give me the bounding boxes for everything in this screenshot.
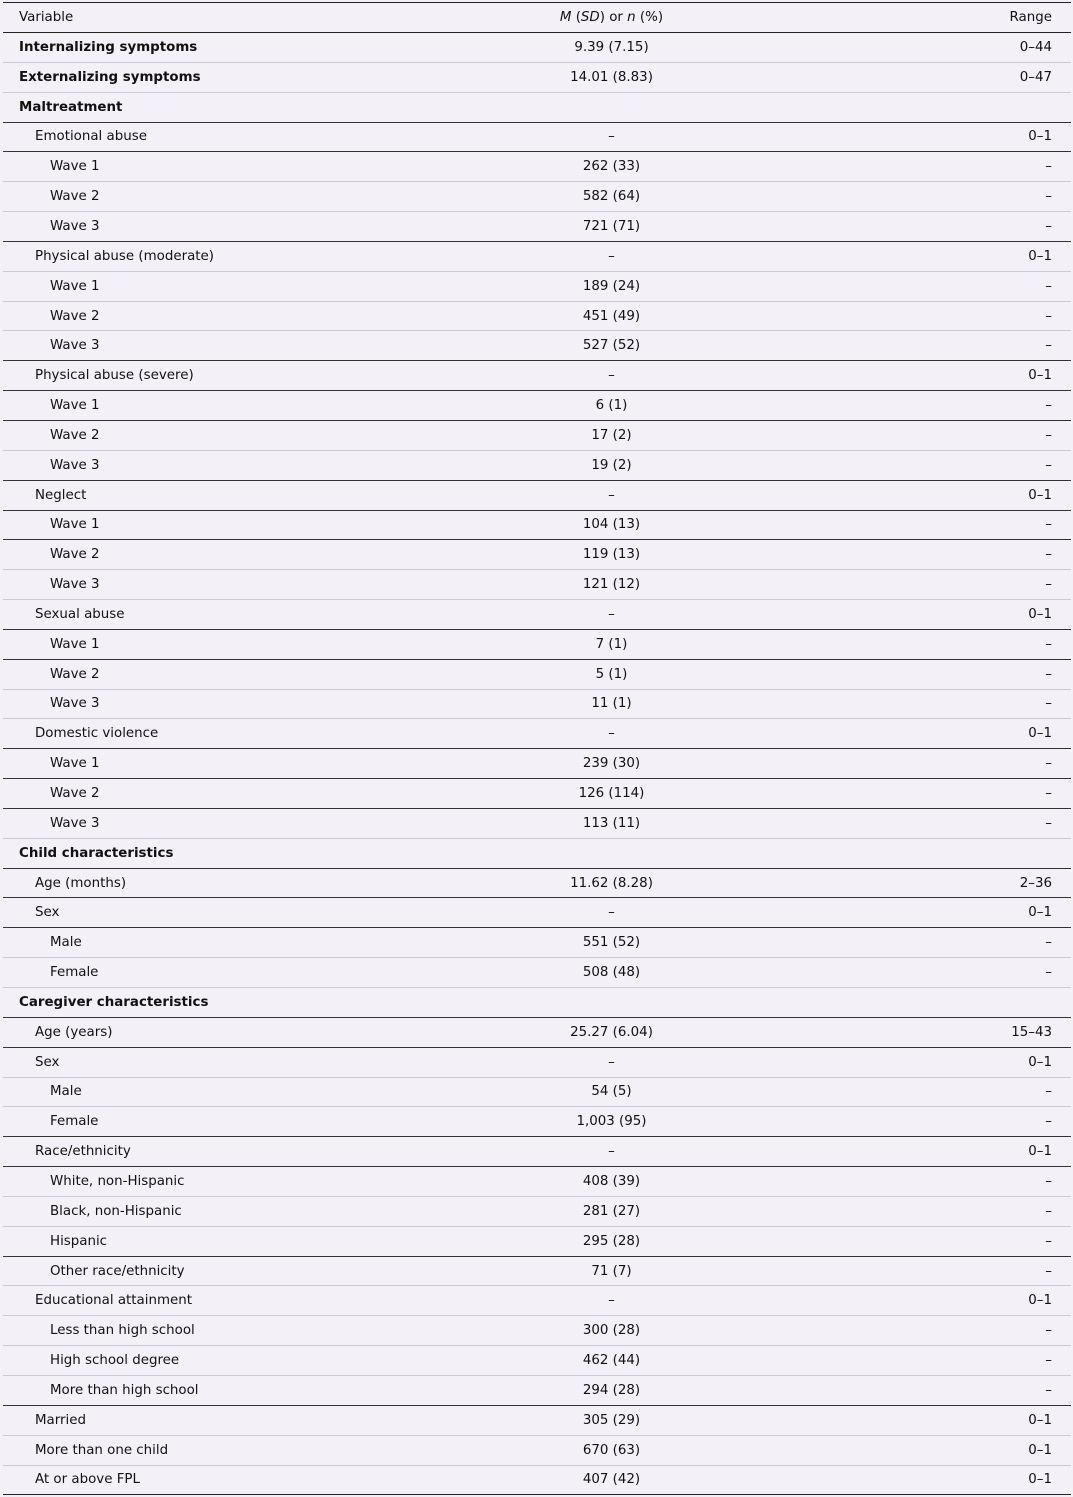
header-stat-sd: SD <box>580 10 600 25</box>
table-row <box>3 1257 1071 1287</box>
table-row <box>3 779 1071 809</box>
table-row <box>3 1018 1071 1048</box>
row-value: 527 (52) <box>582 338 641 354</box>
row-label: Internalizing symptoms <box>19 39 198 55</box>
row-range: – <box>1045 965 1052 981</box>
table-row <box>3 958 1071 988</box>
row-value: 25.27 (6.04) <box>570 1024 653 1040</box>
row-range: 0–1 <box>1028 1442 1052 1458</box>
row-range: – <box>1045 338 1052 354</box>
table-row <box>3 242 1071 272</box>
table-row <box>3 1167 1071 1197</box>
row-label: Age (years) <box>35 1024 113 1040</box>
table-row <box>3 391 1071 421</box>
row-range: 0–1 <box>1028 1144 1052 1160</box>
row-range: – <box>1045 1353 1052 1369</box>
table-row <box>3 660 1071 690</box>
row-value: 6 (1) <box>595 398 628 414</box>
row-range: – <box>1045 547 1052 563</box>
table-row <box>3 481 1071 511</box>
table-row <box>3 540 1071 570</box>
row-range: 0–44 <box>1019 39 1052 55</box>
descriptive-statistics-table <box>3 2 1071 1495</box>
row-label: Wave 1 <box>50 278 100 294</box>
table-row <box>3 1078 1071 1108</box>
table-body <box>3 33 1071 1495</box>
row-range: – <box>1045 159 1052 175</box>
row-range: – <box>1045 1382 1052 1398</box>
row-label: Wave 2 <box>50 189 100 205</box>
table-row <box>3 1406 1071 1436</box>
row-range: 0–1 <box>1028 606 1052 622</box>
header-variable: Variable <box>19 10 74 25</box>
table-row <box>3 869 1071 899</box>
row-range: – <box>1045 1173 1052 1189</box>
row-value: 281 (27) <box>582 1203 641 1219</box>
row-value: – <box>608 1293 615 1309</box>
row-value: 407 (42) <box>582 1472 641 1488</box>
row-label: Race/ethnicity <box>35 1144 131 1160</box>
row-range: – <box>1045 815 1052 831</box>
row-range: – <box>1045 1114 1052 1130</box>
row-label: Educational attainment <box>35 1293 192 1309</box>
row-range: 0–1 <box>1028 129 1052 145</box>
table-row <box>3 1286 1071 1316</box>
table-row <box>3 302 1071 332</box>
table-row <box>3 839 1071 869</box>
row-label: Neglect <box>35 487 87 503</box>
row-label: More than high school <box>50 1382 199 1398</box>
table-row <box>3 152 1071 182</box>
row-range: 0–1 <box>1028 248 1052 264</box>
row-range: – <box>1045 1263 1052 1279</box>
row-value: 239 (30) <box>582 756 641 772</box>
row-label: Wave 1 <box>50 159 100 175</box>
row-label: Wave 3 <box>50 577 100 593</box>
table-row <box>3 570 1071 600</box>
table-row <box>3 1436 1071 1466</box>
row-range: – <box>1045 636 1052 652</box>
table-row <box>3 630 1071 660</box>
row-range: 0–1 <box>1028 368 1052 384</box>
row-label: Sex <box>35 905 60 921</box>
table-row <box>3 1376 1071 1406</box>
row-range: – <box>1045 1203 1052 1219</box>
row-value: – <box>608 248 615 264</box>
row-range: – <box>1045 517 1052 533</box>
row-value: 508 (48) <box>582 965 641 981</box>
table-row <box>3 272 1071 302</box>
row-label: Wave 1 <box>50 517 100 533</box>
row-value: 5 (1) <box>595 666 628 682</box>
row-range: 0–1 <box>1028 1412 1052 1428</box>
row-label: Physical abuse (severe) <box>35 368 194 384</box>
row-label: Externalizing symptoms <box>19 69 201 85</box>
row-value: 189 (24) <box>582 278 641 294</box>
table-row <box>3 809 1071 839</box>
header-stat-m: M <box>559 10 572 25</box>
row-label: White, non-Hispanic <box>50 1173 185 1189</box>
row-range: 0–1 <box>1028 726 1052 742</box>
row-range: 0–1 <box>1028 905 1052 921</box>
row-label: Male <box>50 1084 82 1100</box>
row-range: – <box>1045 398 1052 414</box>
row-label: Wave 2 <box>50 666 100 682</box>
row-range: – <box>1045 1233 1052 1249</box>
row-range: – <box>1045 935 1052 951</box>
row-label: Age (months) <box>35 875 127 891</box>
table-row <box>3 33 1071 63</box>
table-row <box>3 361 1071 391</box>
row-value: 11 (1) <box>591 696 632 712</box>
table-header-row <box>3 3 1071 33</box>
row-label: Wave 3 <box>50 218 100 234</box>
row-value: 126 (114) <box>578 786 645 802</box>
row-label: Wave 1 <box>50 398 100 414</box>
row-label: Female <box>50 1114 99 1130</box>
row-range: – <box>1045 189 1052 205</box>
table-row <box>3 690 1071 720</box>
table-row <box>3 1316 1071 1346</box>
table-row <box>3 1346 1071 1376</box>
header-statistic <box>483 10 740 25</box>
row-value: – <box>608 1054 615 1070</box>
row-value: – <box>608 905 615 921</box>
table-row <box>3 749 1071 779</box>
row-label: Black, non-Hispanic <box>50 1203 182 1219</box>
header-stat-mid: ) or <box>599 10 628 25</box>
row-label: Hispanic <box>50 1233 108 1249</box>
row-range: – <box>1045 278 1052 294</box>
table-row <box>3 451 1071 481</box>
row-value: – <box>608 726 615 742</box>
row-label: Wave 3 <box>50 338 100 354</box>
row-label: High school degree <box>50 1353 180 1369</box>
table-row <box>3 421 1071 451</box>
row-value: 262 (33) <box>582 159 641 175</box>
table-row <box>3 123 1071 153</box>
table-row <box>3 1048 1071 1078</box>
row-label: Wave 2 <box>50 547 100 563</box>
row-value: 9.39 (7.15) <box>574 39 649 55</box>
row-label: Wave 1 <box>50 756 100 772</box>
row-value: 294 (28) <box>582 1382 641 1398</box>
row-range: – <box>1045 1084 1052 1100</box>
row-label: Female <box>50 965 99 981</box>
row-label: Other race/ethnicity <box>50 1263 185 1279</box>
row-range: 2–36 <box>1019 875 1052 891</box>
row-value: – <box>608 368 615 384</box>
row-label: Sex <box>35 1054 60 1070</box>
table-row <box>3 898 1071 928</box>
row-value: 721 (71) <box>582 218 641 234</box>
row-label: Sexual abuse <box>35 606 125 622</box>
row-value: 119 (13) <box>582 547 641 563</box>
row-range: – <box>1045 427 1052 443</box>
row-range: 0–1 <box>1028 1293 1052 1309</box>
row-value: 7 (1) <box>595 636 628 652</box>
row-value: 121 (12) <box>582 577 641 593</box>
row-value: – <box>608 1144 615 1160</box>
row-value: 17 (2) <box>591 427 632 443</box>
row-label: Wave 3 <box>50 457 100 473</box>
row-value: 300 (28) <box>582 1323 641 1339</box>
row-value: – <box>608 487 615 503</box>
table-row <box>3 212 1071 242</box>
row-value: 104 (13) <box>582 517 641 533</box>
row-range: – <box>1045 1323 1052 1339</box>
row-label: Married <box>35 1412 86 1428</box>
row-label: Child characteristics <box>19 845 174 861</box>
table-row <box>3 511 1071 541</box>
table-row <box>3 1466 1071 1496</box>
row-label: Emotional abuse <box>35 129 147 145</box>
table-row <box>3 719 1071 749</box>
row-value: 11.62 (8.28) <box>570 875 653 891</box>
table-row <box>3 331 1071 361</box>
row-range: 0–1 <box>1028 1472 1052 1488</box>
row-range: – <box>1045 756 1052 772</box>
header-stat-close: (%) <box>635 10 664 25</box>
row-value: 71 (7) <box>591 1263 632 1279</box>
row-label: Wave 3 <box>50 696 100 712</box>
row-value: – <box>608 606 615 622</box>
row-range: – <box>1045 308 1052 324</box>
row-value: 670 (63) <box>582 1442 641 1458</box>
table-row <box>3 1227 1071 1257</box>
row-label: Male <box>50 935 82 951</box>
table-row <box>3 600 1071 630</box>
row-label: Maltreatment <box>19 99 123 115</box>
header-stat-n: n <box>627 10 636 25</box>
row-label: Wave 2 <box>50 308 100 324</box>
row-value: 305 (29) <box>582 1412 641 1428</box>
row-label: Wave 2 <box>50 427 100 443</box>
row-range: – <box>1045 457 1052 473</box>
table-row <box>3 182 1071 212</box>
row-value: 462 (44) <box>582 1353 641 1369</box>
table-row <box>3 988 1071 1018</box>
row-range: 0–1 <box>1028 1054 1052 1070</box>
row-range: – <box>1045 786 1052 802</box>
row-range: 0–1 <box>1028 487 1052 503</box>
table-row <box>3 1107 1071 1137</box>
header-stat-open: ( <box>571 10 581 25</box>
row-value: 582 (64) <box>582 189 641 205</box>
table-row <box>3 63 1071 93</box>
row-value: 113 (11) <box>582 815 641 831</box>
row-range: – <box>1045 666 1052 682</box>
row-value: 408 (39) <box>582 1173 641 1189</box>
row-label: Physical abuse (moderate) <box>35 248 215 264</box>
header-range: Range <box>1009 10 1052 25</box>
row-label: Wave 3 <box>50 815 100 831</box>
row-value: 295 (28) <box>582 1233 641 1249</box>
row-value: 19 (2) <box>591 457 632 473</box>
table-row <box>3 928 1071 958</box>
row-label: Less than high school <box>50 1323 195 1339</box>
row-label: More than one child <box>35 1442 169 1458</box>
row-range: – <box>1045 696 1052 712</box>
table-row <box>3 93 1071 123</box>
table-row <box>3 1197 1071 1227</box>
row-label: Wave 2 <box>50 786 100 802</box>
row-label: At or above FPL <box>35 1472 140 1488</box>
row-range: – <box>1045 218 1052 234</box>
row-range: – <box>1045 577 1052 593</box>
row-range: 0–47 <box>1019 69 1052 85</box>
row-value: 551 (52) <box>582 935 641 951</box>
row-value: – <box>608 129 615 145</box>
row-label: Domestic violence <box>35 726 159 742</box>
row-value: 14.01 (8.83) <box>570 69 653 85</box>
row-value: 451 (49) <box>582 308 641 324</box>
row-value: 54 (5) <box>591 1084 632 1100</box>
row-label: Caregiver characteristics <box>19 994 209 1010</box>
table-row <box>3 1137 1071 1167</box>
row-label: Wave 1 <box>50 636 100 652</box>
row-value: 1,003 (95) <box>576 1114 647 1130</box>
row-range: 15–43 <box>1011 1024 1052 1040</box>
